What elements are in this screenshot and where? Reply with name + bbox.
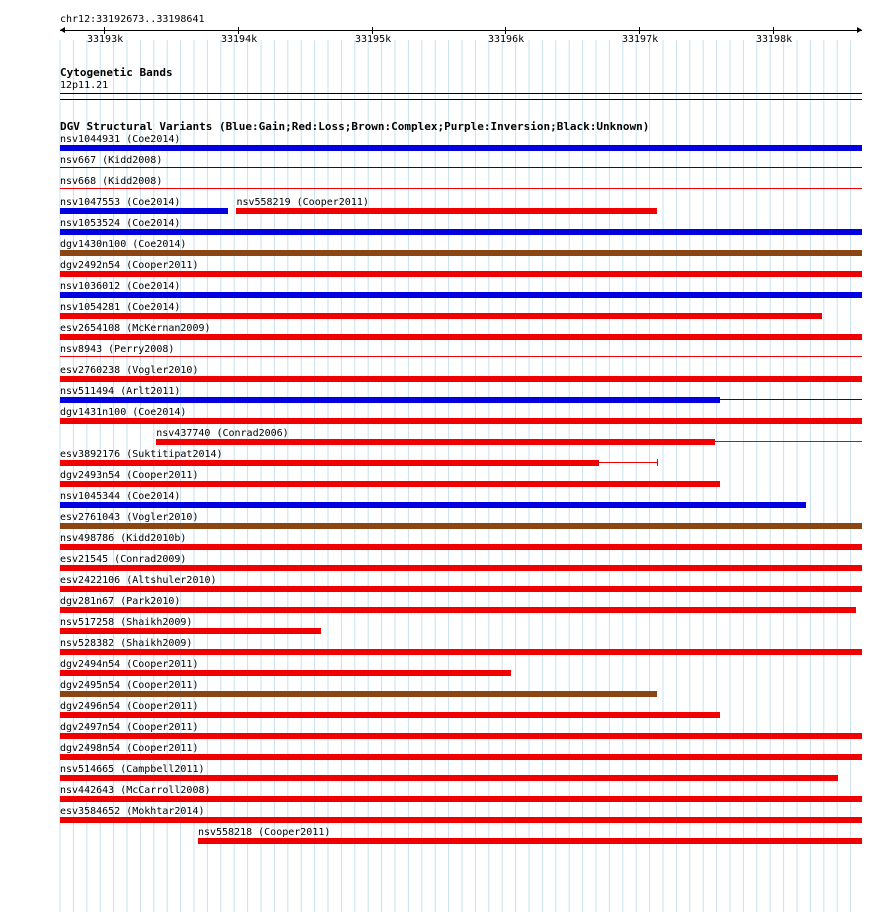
ruler-tick-label: 33197k <box>622 34 659 45</box>
variant-label[interactable]: dgv2493n54 (Cooper2011) <box>60 470 199 481</box>
variant-label[interactable]: nsv437740 (Conrad2006) <box>156 428 289 439</box>
variant-bar[interactable] <box>60 523 862 529</box>
ruler-tick <box>372 27 373 34</box>
variant-label[interactable]: esv3892176 (Suktitipat2014) <box>60 449 223 460</box>
variant-label[interactable]: esv3584652 (Mokhtar2014) <box>60 806 205 817</box>
variant-bar[interactable] <box>60 649 862 655</box>
variant-bar[interactable] <box>60 418 862 424</box>
left-arrow-icon <box>60 27 65 33</box>
variant-bar[interactable] <box>60 817 862 823</box>
variant-label[interactable]: esv2654108 (McKernan2009) <box>60 323 211 334</box>
variant-bar[interactable] <box>60 670 511 676</box>
ruler-tick <box>505 27 506 34</box>
cytoband-track-title: Cytogenetic Bands <box>60 66 173 79</box>
variant-bar[interactable] <box>198 838 862 844</box>
variant-label[interactable]: esv2422106 (Altshuler2010) <box>60 575 217 586</box>
variant-label[interactable]: dgv2496n54 (Cooper2011) <box>60 701 199 712</box>
variant-label[interactable]: nsv517258 (Shaikh2009) <box>60 617 193 628</box>
ruler-tick-label: 33198k <box>756 34 793 45</box>
variant-label[interactable]: nsv442643 (McCarroll2008) <box>60 785 211 796</box>
variant-bar[interactable] <box>60 481 720 487</box>
variant-bar[interactable] <box>60 502 806 508</box>
variant-bar-end-cap <box>657 459 658 466</box>
variant-bar[interactable] <box>60 334 862 340</box>
ruler-tick-label: 33194k <box>221 34 258 45</box>
variant-label[interactable]: nsv1054281 (Coe2014) <box>60 302 181 313</box>
variant-label[interactable]: nsv1044931 (Coe2014) <box>60 134 181 145</box>
variant-bar[interactable] <box>60 145 862 151</box>
variant-label[interactable]: nsv8943 (Perry2008) <box>60 344 175 355</box>
variant-label[interactable]: nsv514665 (Campbell2011) <box>60 764 205 775</box>
variant-bar[interactable] <box>236 208 657 214</box>
ruler-tick-label: 33193k <box>87 34 124 45</box>
ruler-axis <box>60 30 862 31</box>
variant-bar[interactable] <box>60 376 862 382</box>
variant-bar-tail[interactable] <box>715 441 862 442</box>
variant-bar[interactable] <box>60 733 862 739</box>
variant-bar[interactable] <box>60 208 228 214</box>
variant-label[interactable]: dgv2494n54 (Cooper2011) <box>60 659 199 670</box>
variant-label[interactable]: nsv558218 (Cooper2011) <box>197 827 331 838</box>
ruler-tick-label: 33196k <box>488 34 525 45</box>
variant-label[interactable]: dgv2497n54 (Cooper2011) <box>60 722 199 733</box>
variant-label[interactable]: nsv511494 (Arlt2011) <box>60 386 181 397</box>
variant-label[interactable]: nsv528382 (Shaikh2009) <box>60 638 193 649</box>
variant-label[interactable]: dgv281n67 (Park2010) <box>60 596 181 607</box>
ruler-tick <box>238 27 239 34</box>
variant-bar-tail[interactable] <box>599 462 658 463</box>
variant-bar[interactable] <box>60 586 862 592</box>
cytoband-line-bottom <box>60 99 862 100</box>
variant-label[interactable]: esv21545 (Conrad2009) <box>60 554 187 565</box>
variant-bar[interactable] <box>60 356 862 357</box>
variant-track-title: DGV Structural Variants (Blue:Gain;Red:Loss;Brown:Complex;Purple:Inversion;Black:Unknown) <box>60 120 650 133</box>
variant-label[interactable]: nsv667 (Kidd2008) <box>60 155 163 166</box>
variant-label[interactable]: nsv558219 (Cooper2011) <box>236 197 369 208</box>
variant-label[interactable]: esv2761043 (Vogler2010) <box>60 512 199 523</box>
variant-label[interactable]: nsv668 (Kidd2008) <box>60 176 163 187</box>
variant-label[interactable]: nsv1047553 (Coe2014) <box>60 197 181 208</box>
region-label: chr12:33192673..33198641 <box>60 14 205 25</box>
variant-label[interactable]: dgv1431n100 (Coe2014) <box>60 407 187 418</box>
variant-bar[interactable] <box>60 607 856 613</box>
variant-bar[interactable] <box>60 565 862 571</box>
cytoband-label: 12p11.21 <box>60 80 109 91</box>
variant-bar[interactable] <box>60 313 822 319</box>
ruler-tick-label: 33195k <box>355 34 392 45</box>
variant-bar[interactable] <box>60 292 862 298</box>
variant-label[interactable]: dgv2495n54 (Cooper2011) <box>60 680 199 691</box>
variant-bar[interactable] <box>60 628 321 634</box>
variant-label[interactable]: nsv498786 (Kidd2010b) <box>60 533 187 544</box>
ruler-tick <box>773 27 774 34</box>
variant-label[interactable]: nsv1053524 (Coe2014) <box>60 218 181 229</box>
variant-bar[interactable] <box>60 712 720 718</box>
variant-bar[interactable] <box>60 188 862 189</box>
variant-bar[interactable] <box>60 250 862 256</box>
variant-label[interactable]: dgv2492n54 (Cooper2011) <box>60 260 199 271</box>
variant-bar-tail[interactable] <box>720 399 862 400</box>
variant-bar[interactable] <box>156 439 715 445</box>
variant-label[interactable]: esv2760238 (Vogler2010) <box>60 365 199 376</box>
variant-label[interactable]: dgv2498n54 (Cooper2011) <box>60 743 199 754</box>
ruler-tick <box>639 27 640 34</box>
cytoband-line-top <box>60 93 862 94</box>
variant-bar[interactable] <box>60 691 657 697</box>
variant-bar[interactable] <box>60 796 862 802</box>
variant-bar[interactable] <box>60 271 862 277</box>
variant-label[interactable]: dgv1430n100 (Coe2014) <box>60 239 187 250</box>
variant-bar[interactable] <box>60 167 862 168</box>
variant-label[interactable]: nsv1045344 (Coe2014) <box>60 491 181 502</box>
variant-bar[interactable] <box>60 229 862 235</box>
variant-bar[interactable] <box>60 775 838 781</box>
variant-bar[interactable] <box>60 397 720 403</box>
variant-bar[interactable] <box>60 460 599 466</box>
variant-label[interactable]: nsv1036012 (Coe2014) <box>60 281 181 292</box>
right-arrow-icon <box>857 27 862 33</box>
variant-bar[interactable] <box>60 754 862 760</box>
ruler-tick <box>104 27 105 34</box>
variant-bar[interactable] <box>60 544 862 550</box>
